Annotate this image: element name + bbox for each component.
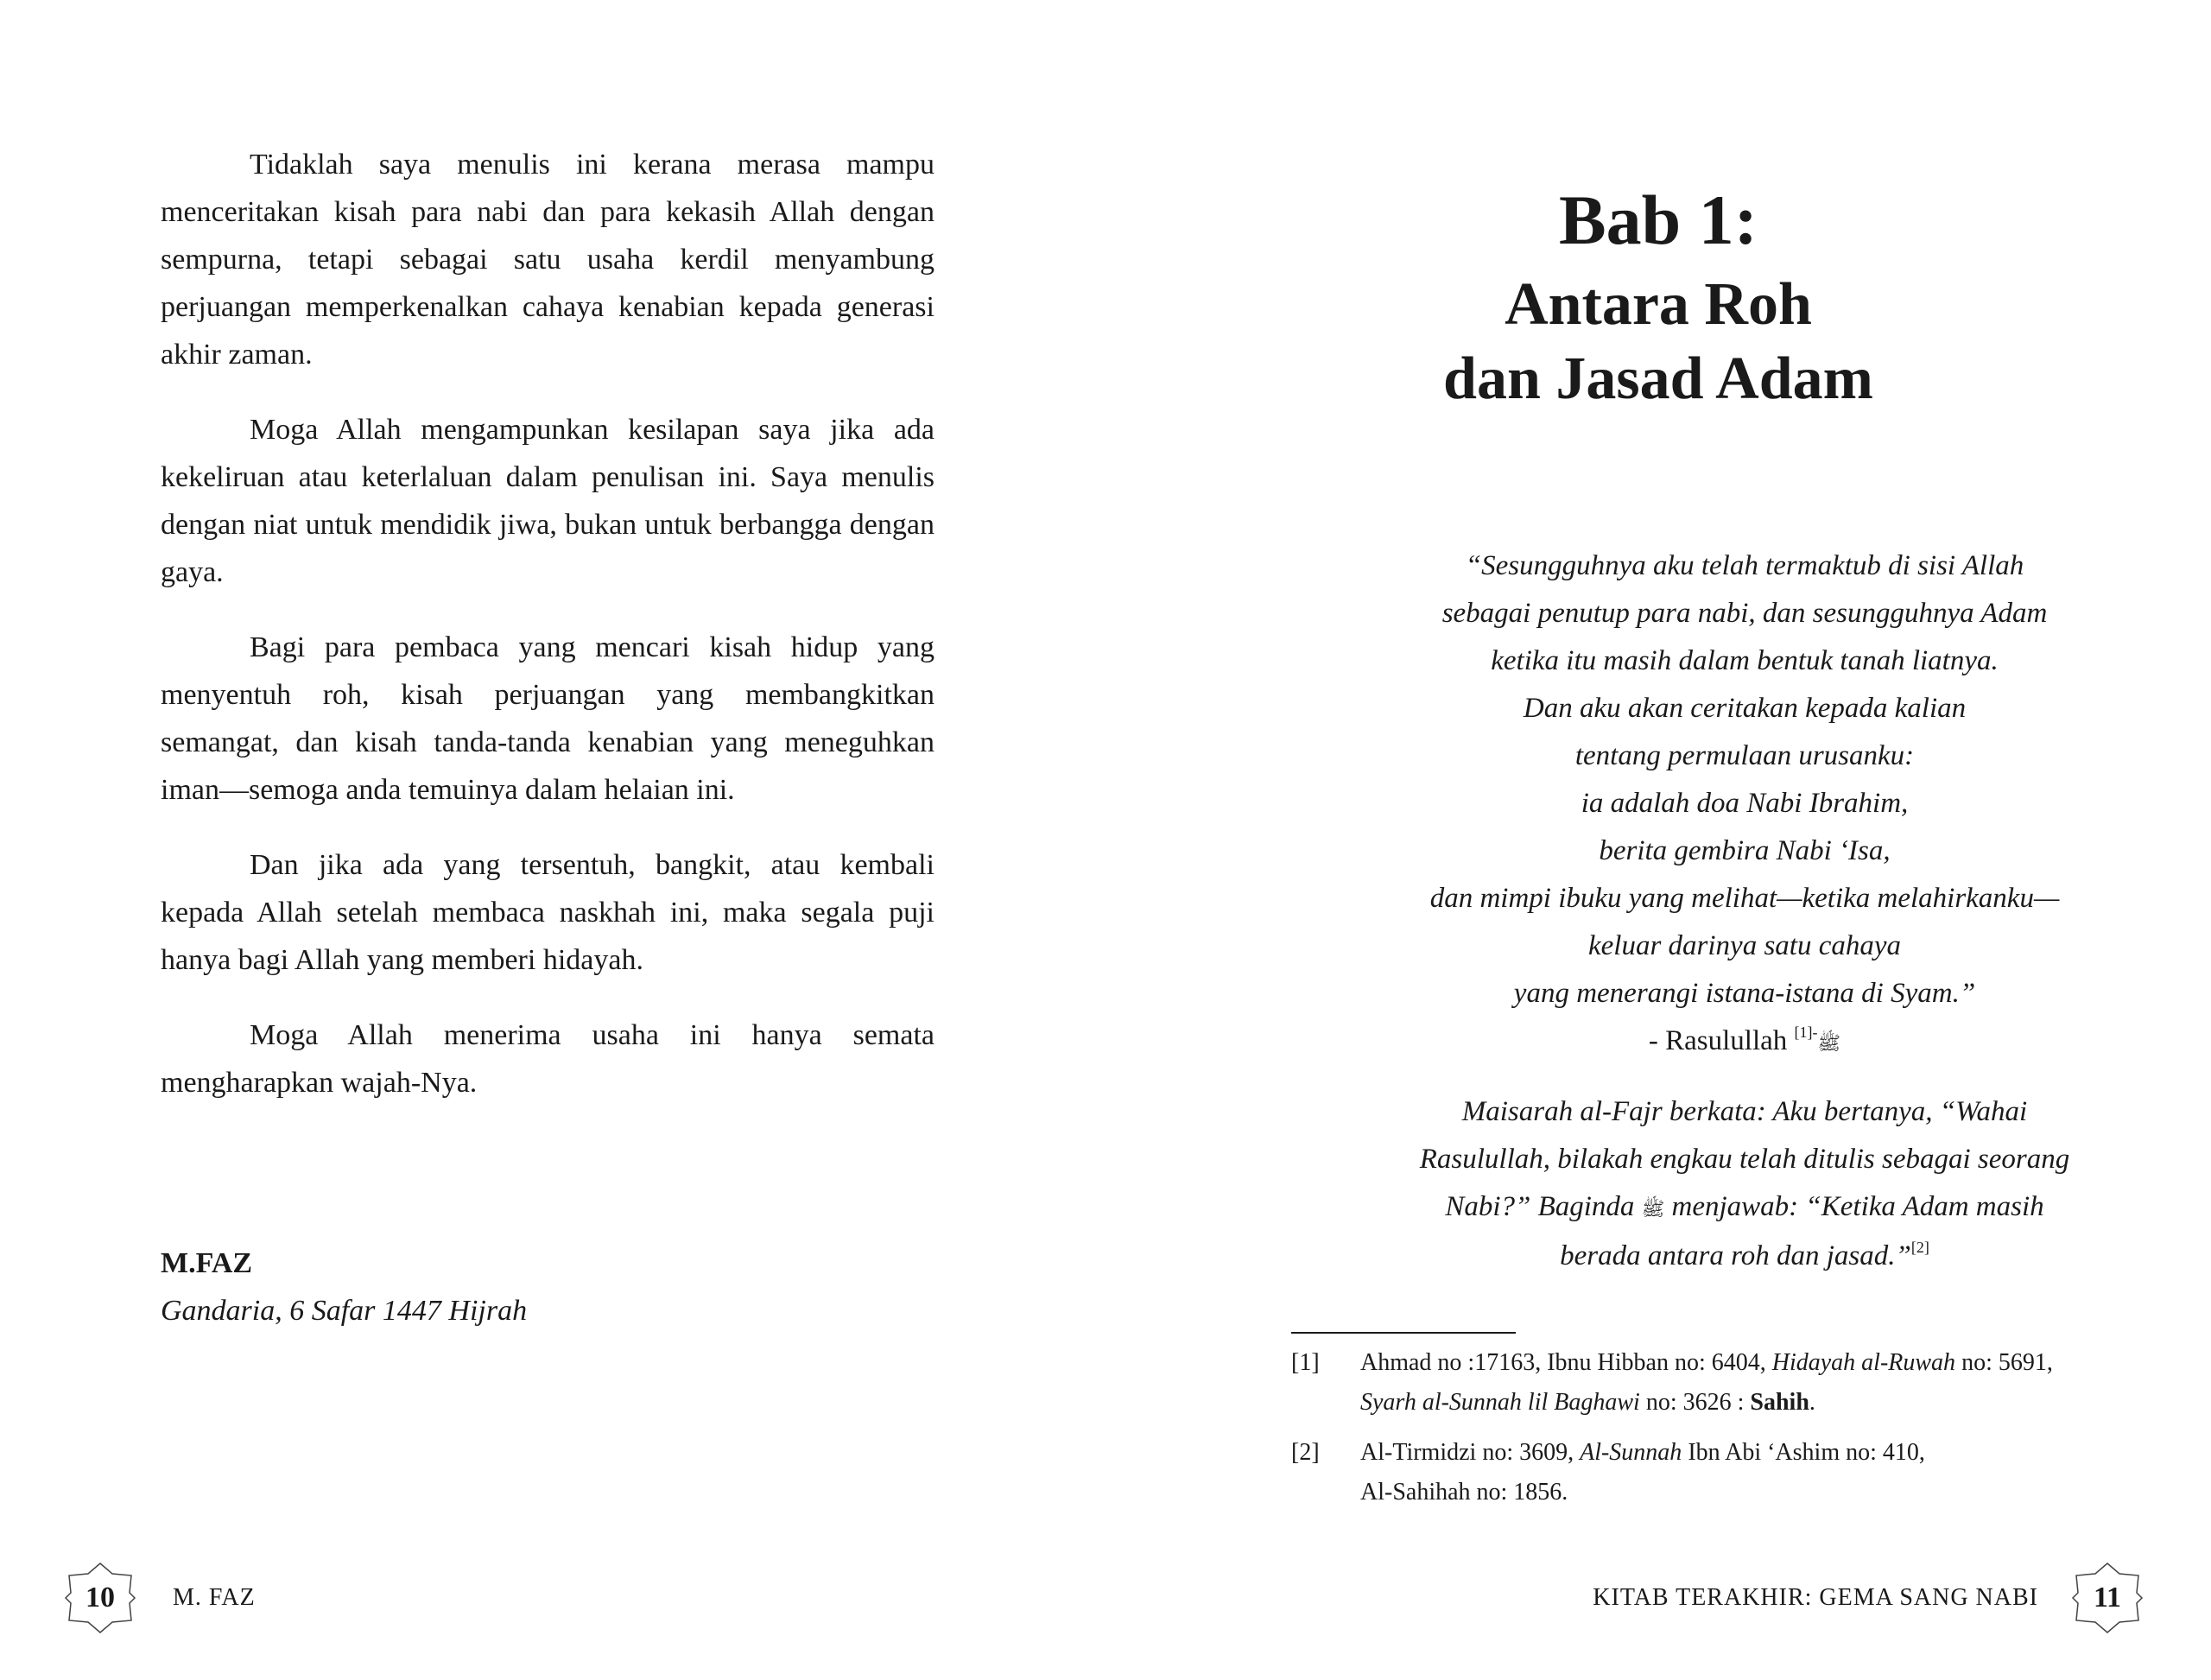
salawat-icon: ﷺ (1641, 1198, 1665, 1220)
attribution-text: - Rasulullah (1648, 1025, 1788, 1056)
footnote-number: [1] (1291, 1349, 1320, 1376)
quote-line (1278, 1183, 2211, 1233)
right-page (1106, 0, 2211, 1680)
page-number-badge (64, 1562, 136, 1634)
quote-line: ia adalah doa Nabi Ibrahim, (1581, 788, 1909, 819)
left-body-text (161, 141, 934, 1134)
page-number-badge (2071, 1562, 2144, 1634)
footnote-fragment: . (1809, 1389, 1815, 1416)
footnote-fragment: no: 3626 : (1645, 1389, 1745, 1416)
footnote-1 (1291, 1343, 2068, 1423)
footnote-text (1360, 1343, 2068, 1423)
page-number: 11 (2093, 1582, 2122, 1613)
quote-fragment: menjawab: “Ketika Adam masih (1671, 1191, 2044, 1222)
footnote-number: [2] (1291, 1439, 1320, 1466)
footnote-fragment: Ibn Abi ‘Ashim no: 410, (1688, 1439, 1925, 1466)
paragraph: Moga Allah mengampunkan kesilapan saya jika ada kekeliruan atau keterlaluan dalam penulisan ini. Saya menulis dengan niat untuk mendidik jiwa, bukan untuk berbangga dengan gaya. (161, 414, 934, 588)
quote-line: dan mimpi ibuku yang melihat—ketika melahirkanku— (1429, 883, 2060, 914)
footer-book-title: KITAB TERAKHIR: GEMA SANG NABI (1593, 1584, 2038, 1611)
footnote-fragment: Al-Sahihah no: 1856. (1360, 1479, 1568, 1506)
quote-fragment: Nabi?” Baginda (1445, 1191, 1635, 1222)
signature (161, 1239, 527, 1334)
quote-line: yang menerangi istana-istana di Syam.” (1513, 978, 1976, 1009)
signature-place-date: Gandaria, 6 Safar 1447 Hijrah (161, 1295, 528, 1327)
chapter-title-line: dan Jasad Adam (1443, 346, 1873, 412)
footnote-fragment: Al-Tirmidzi no: 3609, (1360, 1439, 1574, 1466)
quote-line: Dan aku akan ceritakan kepada kalian (1523, 693, 1967, 724)
quote-line: keluar darinya satu cahaya (1587, 930, 1902, 961)
quote-line: berita gembira Nabi ‘Isa, (1599, 835, 1891, 866)
chapter-heading (1106, 173, 2211, 416)
footnote-fragment: Syarh al-Sunnah lil Baghawi (1360, 1389, 1640, 1416)
second-quote (1278, 1088, 2211, 1280)
author-name: M.FAZ (161, 1247, 253, 1279)
chapter-number: Bab 1: (1558, 181, 1758, 259)
quote-line: sebagai penutup para nabi, dan sesungguhnya Adam (1441, 598, 2048, 629)
footnote-ref[interactable]: -[1] (1794, 1024, 1818, 1041)
chapter-title-line: Antara Roh (1505, 271, 1812, 338)
quote-line: Maisarah al-Fajr berkata: Aku bertanya, “Wahai (1461, 1096, 2028, 1127)
quote-attribution (1278, 1018, 2211, 1067)
quote-fragment: berada antara roh dan jasad.” (1560, 1240, 1911, 1271)
footnotes (1291, 1343, 2068, 1523)
paragraph: Bagi para pembaca yang mencari kisah hidup yang menyentuh roh, kisah perjuangan yang membangkitkan semangat, dan kisah tanda-tanda kenabian yang meneguhkan iman—semoga anda temuinya dalam helaian ini. (161, 631, 934, 806)
hadith-quote (1278, 542, 2211, 1067)
salawat-icon: ﷺ (1817, 1032, 1841, 1054)
footnote-ref[interactable]: [2] (1910, 1239, 1929, 1256)
footnote-divider (1291, 1332, 1516, 1334)
footnote-fragment: Sahih (1750, 1389, 1809, 1416)
quote-line: Rasulullah, bilakah engkau telah ditulis sebagai seorang (1419, 1144, 2070, 1175)
paragraph: Tidaklah saya menulis ini kerana merasa mampu menceritakan kisah para nabi dan para kekasih Allah dengan sempurna, tetapi sebagai satu usaha kerdil menyambung perjuangan memperkenalkan cahaya kenabian kepada generasi akhir zaman. (161, 149, 934, 371)
quote-line (1278, 1233, 2211, 1280)
footnote-2 (1291, 1433, 2068, 1512)
footnote-fragment: Al-Sunnah (1580, 1439, 1682, 1466)
page-number: 10 (86, 1582, 115, 1613)
footnote-fragment: Ahmad no :17163, Ibnu Hibban no: 6404, (1360, 1349, 1766, 1376)
quote-line: “Sesungguhnya aku telah termaktub di sisi Allah (1465, 550, 2024, 581)
paragraph: Dan jika ada yang tersentuh, bangkit, atau kembali kepada Allah setelah membaca naskhah ini, maka segala puji hanya bagi Allah yang memberi hidayah. (161, 849, 934, 976)
footnote-fragment: no: 5691, (1961, 1349, 2053, 1376)
footer-author: M. FAZ (173, 1584, 256, 1611)
quote-line: tentang permulaan urusanku: (1574, 740, 1915, 771)
footnote-text (1360, 1433, 2068, 1512)
quote-line: ketika itu masih dalam bentuk tanah liatnya. (1491, 645, 1999, 676)
paragraph: Moga Allah menerima usaha ini hanya semata mengharapkan wajah-Nya. (161, 1019, 934, 1099)
footnote-fragment: Hidayah al-Ruwah (1771, 1349, 1956, 1376)
